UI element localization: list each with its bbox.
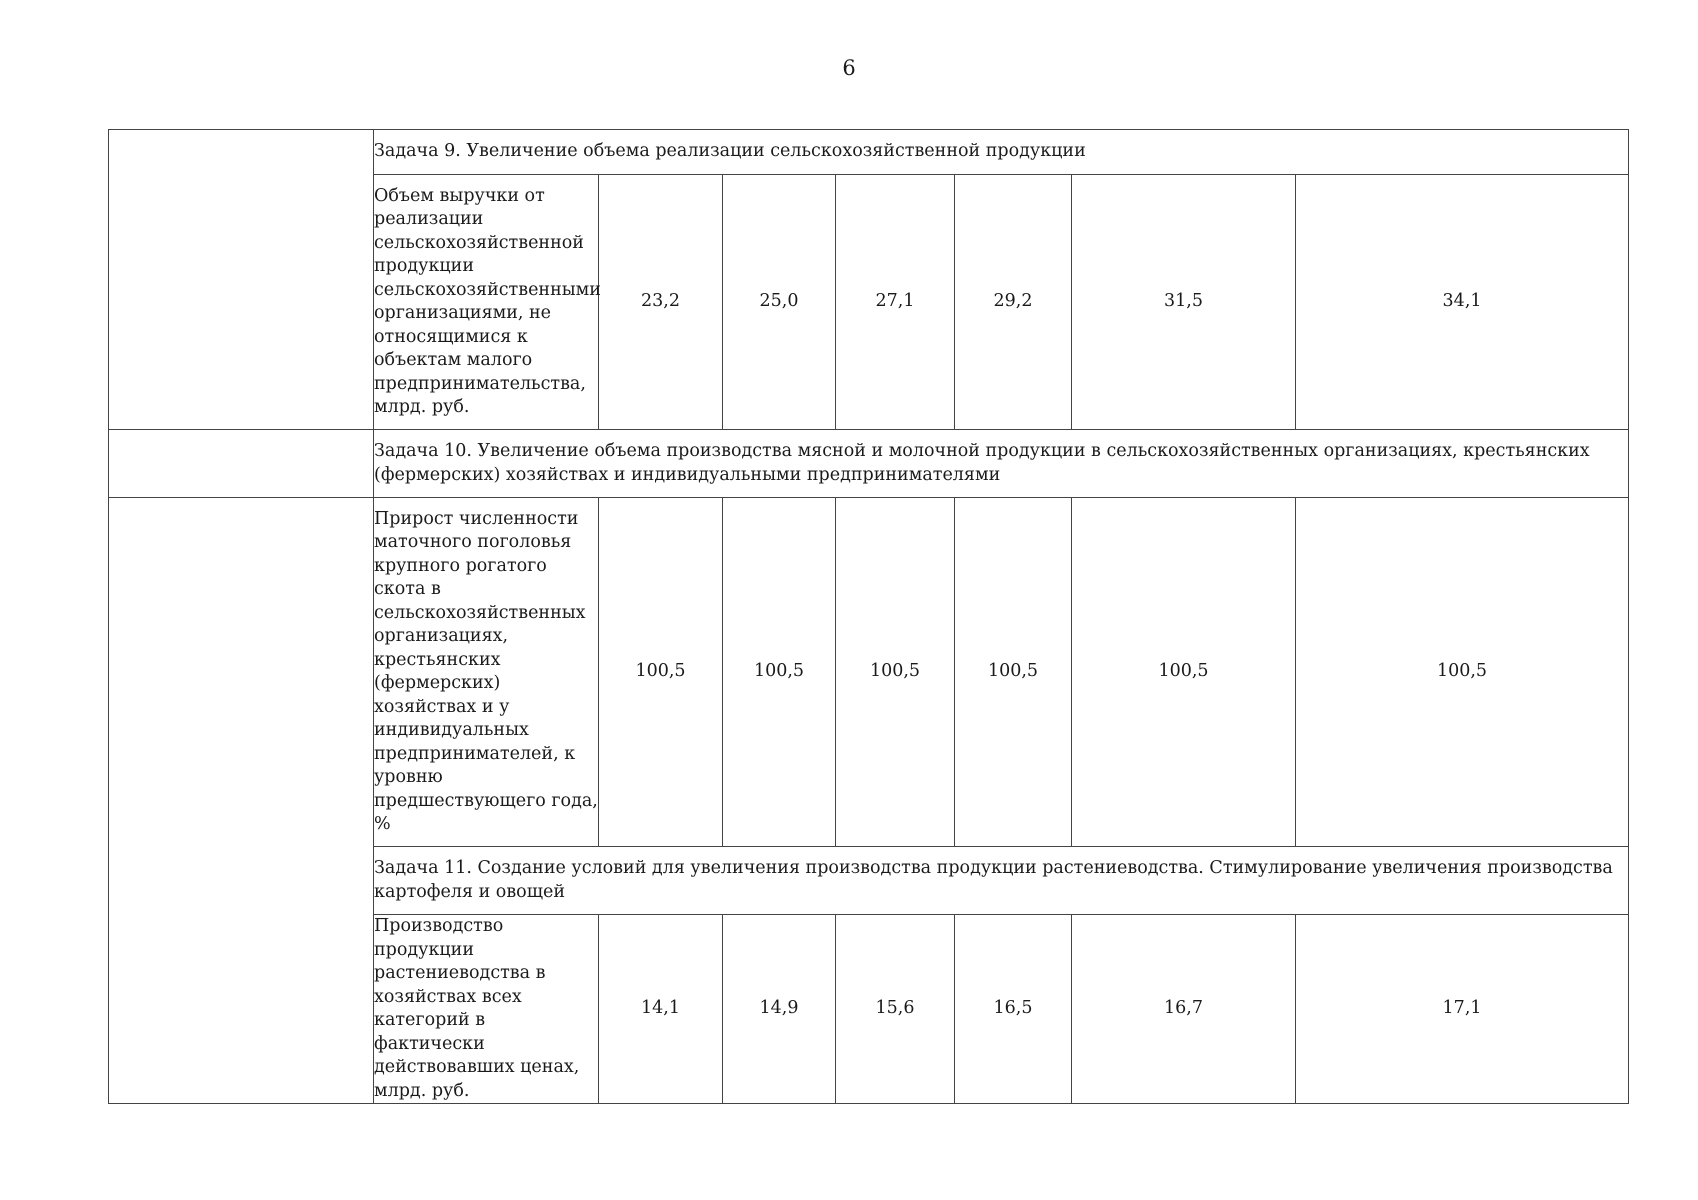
value-cell: 15,6 (836, 915, 955, 1104)
left-empty-cell (109, 130, 374, 430)
value-cell: 16,7 (1072, 915, 1296, 1104)
value-cell: 25,0 (723, 175, 836, 430)
value-cell: 31,5 (1072, 175, 1296, 430)
task-title: Задача 11. Создание условий для увеличения производства продукции растениеводства. Стимулирование увеличения производства картофеля и овощей (374, 847, 1629, 915)
indicator-name: Прирост численности маточного поголовья крупного рогатого скота в сельскохозяйственных организациях, крестьянских (фермерских) хозяйствах и у индивидуальных предпринимателей, к уровню предшествующего года, % (374, 498, 599, 847)
value-cell: 100,5 (1296, 498, 1629, 847)
indicator-name: Производство продукции растениеводства в хозяйствах всех категорий в фактически действовавших ценах, млрд. руб. (374, 915, 599, 1104)
value-cell: 100,5 (1072, 498, 1296, 847)
value-cell: 100,5 (723, 498, 836, 847)
value-cell: 29,2 (955, 175, 1072, 430)
task-title: Задача 9. Увеличение объема реализации сельскохозяйственной продукции (374, 130, 1629, 175)
value-cell: 16,5 (955, 915, 1072, 1104)
value-cell: 34,1 (1296, 175, 1629, 430)
value-cell: 14,1 (599, 915, 723, 1104)
value-cell: 100,5 (836, 498, 955, 847)
task-row (109, 130, 1629, 175)
value-cell: 100,5 (955, 498, 1072, 847)
value-cell: 100,5 (599, 498, 723, 847)
indicator-name: Объем выручки от реализации сельскохозяйственной продукции сельскохозяйственными организациями, не относящимися к объектам малого предпринимательства, млрд. руб. (374, 175, 599, 430)
task-title: Задача 10. Увеличение объема производства мясной и молочной продукции в сельскохозяйственных организациях, крестьянских (фермерских) хозяйствах и индивидуальными предпринимателями (374, 430, 1629, 498)
indicators-table (108, 129, 1629, 1104)
page-number: 6 (842, 56, 856, 80)
value-cell: 14,9 (723, 915, 836, 1104)
table-row (109, 498, 1629, 847)
value-cell: 17,1 (1296, 915, 1629, 1104)
left-empty-cell (109, 430, 374, 498)
left-empty-cell (109, 498, 374, 1104)
value-cell: 23,2 (599, 175, 723, 430)
value-cell: 27,1 (836, 175, 955, 430)
task-row (109, 430, 1629, 498)
